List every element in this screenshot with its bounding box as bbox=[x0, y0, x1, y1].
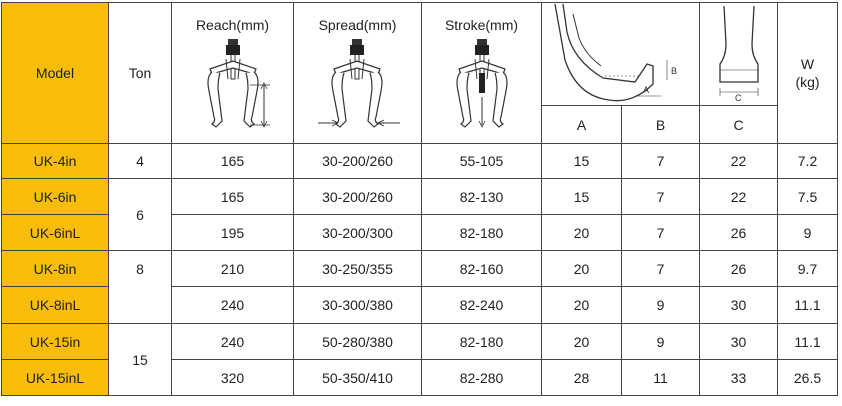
header-spread-label: Spread(mm) bbox=[318, 17, 397, 33]
spread-cell: 30-250/355 bbox=[294, 251, 422, 287]
weight-cell: 7.5 bbox=[778, 179, 838, 215]
header-b: B bbox=[622, 106, 700, 144]
weight-cell: 7.2 bbox=[778, 144, 838, 179]
b-cell: 7 bbox=[622, 144, 700, 179]
stroke-cell: 82-180 bbox=[422, 324, 542, 360]
model-cell: UK-8inL bbox=[2, 287, 109, 324]
model-cell: UK-8in bbox=[2, 251, 109, 287]
model-cell: UK-4in bbox=[2, 144, 109, 179]
stroke-cell: 82-130 bbox=[422, 179, 542, 215]
header-reach bbox=[172, 3, 294, 144]
c-cell: 22 bbox=[700, 144, 778, 179]
spread-cell: 30-300/380 bbox=[294, 287, 422, 324]
header-reach-label: Reach(mm) bbox=[195, 17, 270, 33]
reach-cell: 240 bbox=[172, 324, 294, 360]
reach-cell: 165 bbox=[172, 179, 294, 215]
b-cell: 7 bbox=[622, 215, 700, 251]
stroke-cell: 82-280 bbox=[422, 360, 542, 396]
header-a: A bbox=[542, 106, 622, 144]
header-stroke-label: Stroke(mm) bbox=[444, 17, 519, 33]
c-cell: 22 bbox=[700, 179, 778, 215]
ton-cell: 6 bbox=[109, 179, 172, 251]
ton-cell: 8 bbox=[109, 251, 172, 324]
model-cell: UK-6in bbox=[2, 179, 109, 215]
table-row bbox=[2, 251, 838, 287]
spread-diagram bbox=[308, 37, 408, 129]
header-stroke bbox=[422, 3, 542, 144]
diagram-letter-b: B bbox=[670, 66, 677, 76]
spread-cell: 30-200/260 bbox=[294, 179, 422, 215]
reach-cell: 240 bbox=[172, 287, 294, 324]
b-cell: 7 bbox=[622, 179, 700, 215]
weight-cell: 11.1 bbox=[778, 324, 838, 360]
spec-table bbox=[1, 2, 838, 396]
arm-tip-diagram bbox=[543, 4, 699, 104]
arm-tip-diagram-cell bbox=[542, 3, 700, 106]
stroke-cell: 82-240 bbox=[422, 287, 542, 324]
spread-cell: 30-200/300 bbox=[294, 215, 422, 251]
table-row bbox=[2, 179, 838, 215]
table-row bbox=[2, 144, 838, 179]
header-c: C bbox=[700, 106, 778, 144]
header-spread bbox=[294, 3, 422, 144]
a-cell: 28 bbox=[542, 360, 622, 396]
a-cell: 20 bbox=[542, 215, 622, 251]
a-cell: 20 bbox=[542, 324, 622, 360]
arm-width-diagram bbox=[704, 4, 774, 104]
stroke-diagram bbox=[437, 37, 527, 129]
c-cell: 26 bbox=[700, 251, 778, 287]
b-cell: 9 bbox=[622, 324, 700, 360]
ton-cell: 15 bbox=[109, 324, 172, 396]
diagram-letter-a: A bbox=[642, 85, 649, 95]
ton-cell: 4 bbox=[109, 144, 172, 179]
c-cell: 30 bbox=[700, 324, 778, 360]
spread-cell: 30-200/260 bbox=[294, 144, 422, 179]
model-cell: UK-6inL bbox=[2, 215, 109, 251]
table-row bbox=[2, 324, 838, 360]
model-cell: UK-15inL bbox=[2, 360, 109, 396]
model-cell: UK-15in bbox=[2, 324, 109, 360]
header-w: W bbox=[800, 56, 815, 72]
a-cell: 20 bbox=[542, 287, 622, 324]
spread-cell: 50-280/380 bbox=[294, 324, 422, 360]
b-cell: 11 bbox=[622, 360, 700, 396]
c-cell: 26 bbox=[700, 215, 778, 251]
diagram-letter-c: C bbox=[734, 93, 741, 103]
stroke-cell: 55-105 bbox=[422, 144, 542, 179]
arm-width-diagram-cell bbox=[700, 3, 778, 106]
spread-cell: 50-350/410 bbox=[294, 360, 422, 396]
stroke-cell: 82-180 bbox=[422, 215, 542, 251]
reach-cell: 320 bbox=[172, 360, 294, 396]
reach-diagram bbox=[188, 37, 278, 129]
c-cell: 30 bbox=[700, 287, 778, 324]
reach-cell: 195 bbox=[172, 215, 294, 251]
reach-cell: 165 bbox=[172, 144, 294, 179]
a-cell: 20 bbox=[542, 251, 622, 287]
header-ton: Ton bbox=[109, 3, 172, 144]
c-cell: 33 bbox=[700, 360, 778, 396]
weight-cell: 9 bbox=[778, 215, 838, 251]
reach-cell: 210 bbox=[172, 251, 294, 287]
a-cell: 15 bbox=[542, 144, 622, 179]
header-kg: (kg) bbox=[795, 74, 820, 90]
weight-cell: 9.7 bbox=[778, 251, 838, 287]
weight-cell: 26.5 bbox=[778, 360, 838, 396]
b-cell: 7 bbox=[622, 251, 700, 287]
header-weight bbox=[778, 3, 838, 144]
weight-cell: 11.1 bbox=[778, 287, 838, 324]
header-model: Model bbox=[2, 3, 109, 144]
a-cell: 15 bbox=[542, 179, 622, 215]
b-cell: 9 bbox=[622, 287, 700, 324]
stroke-cell: 82-160 bbox=[422, 251, 542, 287]
